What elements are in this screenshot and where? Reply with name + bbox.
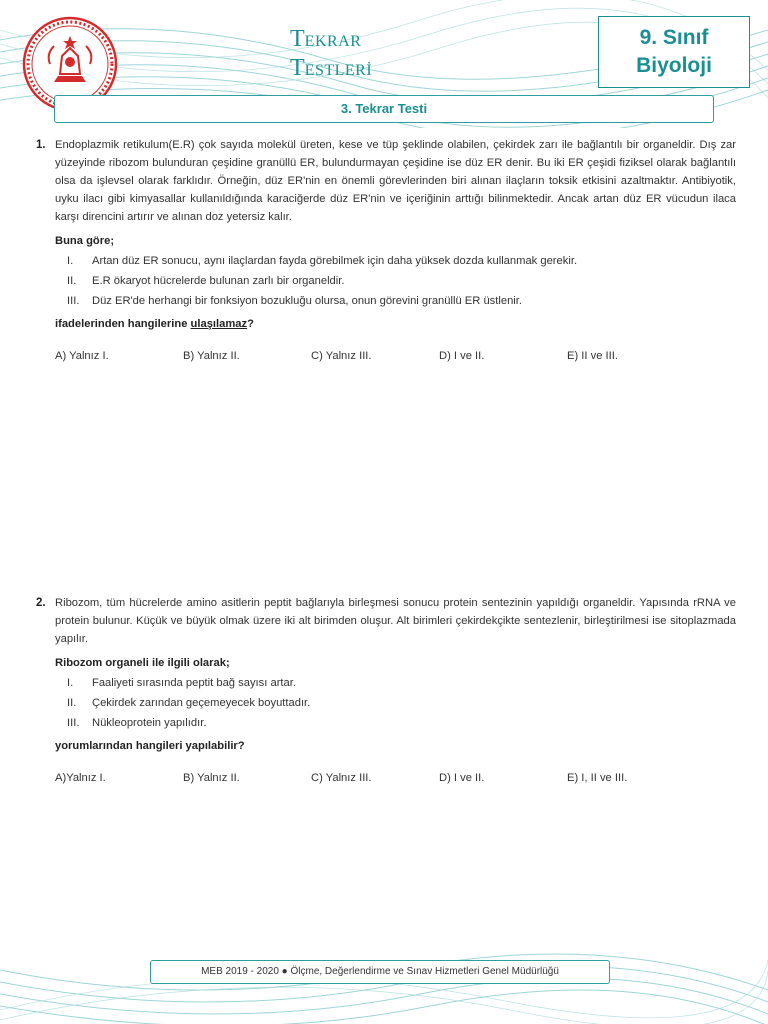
series-title-line1: TEKRAR — [290, 26, 362, 52]
option-b[interactable]: B) Yalnız II. — [183, 350, 240, 362]
question-lead: Buna göre; — [55, 235, 115, 247]
option-a[interactable]: A) Yalnız I. — [55, 350, 109, 362]
statement-item: I. Artan düz ER sonucu, aynı ilaçlardan fayda görebilmek için daha yüksek dozda kullanmak gerekir. — [67, 255, 578, 267]
answer-options — [55, 769, 736, 787]
statement-item: II. E.R ökaryot hücrelerde bulunan zarlı bir organeldir. — [67, 275, 345, 287]
question-ask: yorumlarından hangileri yapılabilir? — [55, 740, 245, 752]
question-text: Ribozom, tüm hücrelerde amino asitlerin peptit bağlarıyla birleşmesi sonucu protein sentezinin yapıldığı organeldir. Yapısında rRNA ve protein bulunur. Küçük ve büyük olmak üzere iki alt birimden oluşur. Alt birimleri çekirdekçikte sentezlenir, birleştirilmesi ise sitoplazmada yapılır. — [55, 597, 736, 645]
option-c[interactable]: C) Yalnız III. — [311, 350, 372, 362]
option-d[interactable]: D) I ve II. — [439, 350, 485, 362]
option-d[interactable]: D) I ve II. — [439, 772, 485, 784]
statement-item: II. Çekirdek zarından geçemeyecek boyuttadır. — [67, 697, 311, 709]
class-label: 9. Sınıf — [639, 26, 709, 49]
question-number: 2. — [36, 597, 46, 609]
option-e[interactable]: E) I, II ve III. — [567, 772, 628, 784]
question-2 — [36, 594, 736, 787]
test-title: 3. Tekrar Testi — [54, 95, 714, 123]
question-1 — [36, 136, 736, 365]
footer-credit: MEB 2019 - 2020 ● Ölçme, Değerlendirme ve Sınav Hizmetleri Genel Müdürlüğü — [150, 960, 610, 984]
option-a[interactable]: A)Yalnız I. — [55, 772, 106, 784]
underlined-keyword: ulaşılamaz — [190, 318, 248, 330]
statement-list — [55, 252, 736, 310]
statement-item: I. Faaliyeti sırasında peptit bağ sayısı artar. — [67, 677, 296, 689]
subject-label: Biyoloji — [636, 54, 712, 77]
option-c[interactable]: C) Yalnız III. — [311, 772, 372, 784]
question-number: 1. — [36, 139, 46, 151]
option-e[interactable]: E) II ve III. — [567, 350, 618, 362]
series-title-line2: TESTLERİ — [290, 55, 373, 81]
statement-list — [55, 674, 736, 732]
statement-item: III. Nükleoprotein yapılıdır. — [67, 717, 207, 729]
question-text: Endoplazmik retikulum(E.R) çok sayıda molekül üreten, kese ve tüp şeklinde olabilen, çekirdek zarı ile bağlantılı bir organeldir. Dış zar yüzeyinde ribozom bulunduran çeşidine granüllü ER, bulundurmayan çeşidine ise düz ER denir. Bu iki ER çeşidi fiziksel olarak bağlantılı olsa da işlevsel olarak farklıdır. Örneğin, düz ER'nin en önemli görevlerinden biri alınan ilaçların toksik etkisini azaltmaktır. Antibiyotik, uyku ilacı gibi kimyasallar kullanıldığında karaciğerde düz ER'nin ve içeriğinin arttığı bilinmektedir. Ancak artan düz ER vücudun ilaca karşı direncini artırır ve alınan doz yetersiz kalır. — [55, 139, 736, 223]
question-ask: ifadelerinden hangilerine ulaşılamaz? — [55, 318, 254, 330]
statement-item: III. Düz ER'de herhangi bir fonksiyon bozukluğu olursa, onun görevini granüllü ER üstlenir. — [67, 295, 522, 307]
series-title — [290, 26, 440, 84]
question-lead: Ribozom organeli ile ilgili olarak; — [55, 657, 230, 669]
class-subject-box — [598, 16, 750, 88]
page-footer — [0, 940, 768, 1024]
option-b[interactable]: B) Yalnız II. — [183, 772, 240, 784]
answer-options — [55, 347, 736, 365]
